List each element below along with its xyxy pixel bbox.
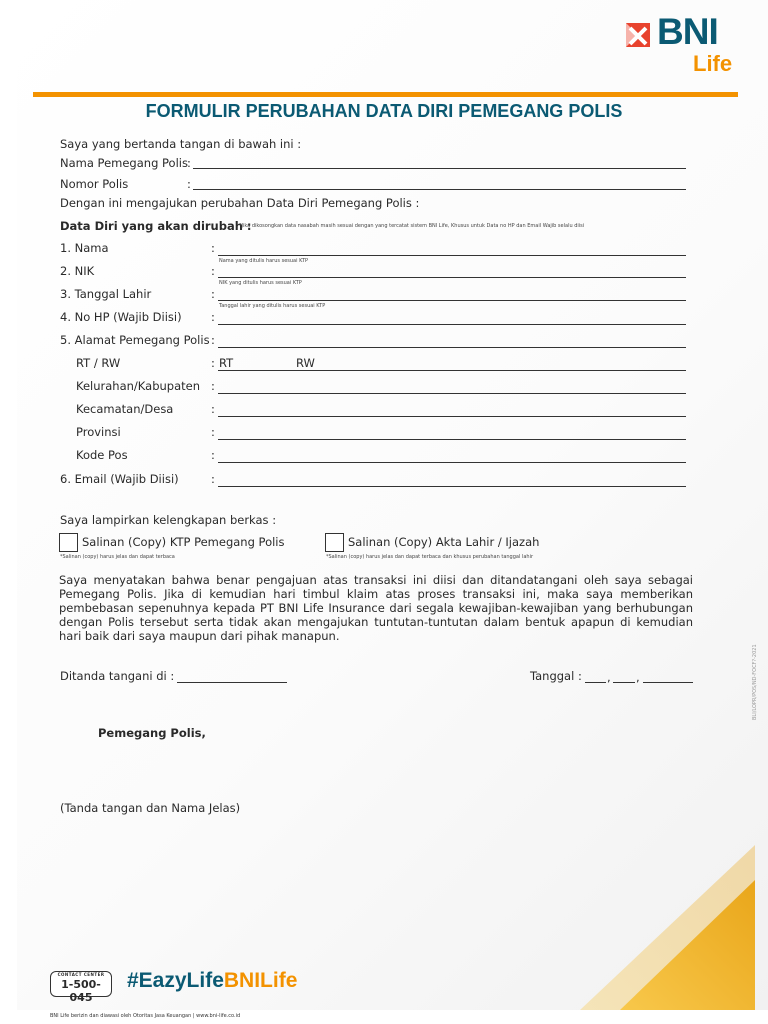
akta-checkbox[interactable] (325, 533, 344, 552)
nomor-polis-input[interactable] (193, 189, 686, 190)
field-nama-input[interactable] (218, 255, 686, 256)
bni-logo-icon (624, 20, 654, 50)
field-kode-pos-input[interactable] (218, 462, 686, 463)
form-title: FORMULIR PERUBAHAN DATA DIRI PEMEGANG POLIS (145, 101, 623, 121)
akta-checkbox-label: Salinan (Copy) Akta Lahir / Ijazah (348, 535, 540, 549)
field-email-input[interactable] (218, 486, 686, 487)
date-year-input[interactable] (643, 682, 693, 683)
hashtag-brand: BNILife (223, 969, 298, 992)
header-divider (33, 92, 738, 97)
declaration-text: Saya menyatakan bahwa benar pengajuan atas transaksi ini diisi dan ditandatangani oleh saya sebagai Pemegang Polis. Jika di kemudian hari timbul klaim atas proses transaksi ini, maka saya memberikan pembebasan sepenuhnya kepada PT BNI Life Insurance dari segala kewajiban-kewajiban yang berhubungan dengan Polis tersebut serta tidak akan mengajukan tuntutan-tuntutan dalam bentuk apapun di kemudian hari baik dari saya maupun dari pihak manapun. (59, 573, 693, 643)
field-nik-input[interactable] (218, 277, 686, 278)
field-tanggal-lahir-hint: Tanggal lahir yang ditulis harus sesuai KTP (219, 303, 326, 309)
field-no-hp-label: 4. No HP (Wajib Diisi) (60, 310, 182, 324)
rw-label: RW (296, 356, 315, 370)
section-heading: Data Diri yang akan dirubah : (60, 219, 252, 233)
field-nik-label: 2. NIK (60, 264, 95, 278)
nama-pemegang-input[interactable] (193, 168, 686, 169)
field-rt-rw-input[interactable] (218, 370, 686, 371)
field-provinsi-input[interactable] (218, 439, 686, 440)
field-email-label: 6. Email (Wajib Diisi) (60, 472, 179, 486)
date-separator: , (636, 670, 640, 684)
signed-at-label: Ditanda tangani di : (60, 669, 175, 683)
contact-center-number: 1-500-045 (61, 978, 101, 1004)
attachments-heading: Saya lampirkan kelengkapan berkas : (60, 513, 277, 527)
logo-bni-text: BNI (657, 11, 718, 52)
field-kecamatan-colon: : (211, 402, 215, 416)
field-alamat-input[interactable] (218, 347, 686, 348)
field-nama-label: 1. Nama (60, 241, 109, 255)
field-rt-rw-colon: : (211, 356, 215, 370)
field-nik-hint: NIK yang ditulis harus sesuai KTP (219, 280, 302, 286)
ktp-checkbox-label: Salinan (Copy) KTP Pemegang Polis (82, 535, 285, 549)
field-nama-colon: : (211, 241, 215, 255)
nomor-polis-colon: : (187, 177, 191, 191)
field-kelurahan-label: Kelurahan/Kabupaten (76, 379, 200, 393)
intro-statement: Saya yang bertanda tangan di bawah ini : (60, 137, 302, 151)
ktp-note: *Salinan (copy) harus jelas dan dapat terbaca (60, 554, 175, 560)
policy-holder-label: Pemegang Polis, (98, 726, 206, 740)
contact-center-badge (50, 971, 112, 1004)
akta-note: *Salinan (copy) harus jelas dan dapat terbaca dan khusus perubahan tanggal lahir (326, 554, 534, 560)
field-kode-pos-colon: : (211, 448, 215, 462)
nama-pemegang-colon: : (187, 156, 191, 170)
field-rt-rw-label: RT / RW (76, 356, 121, 370)
field-tanggal-lahir-colon: : (211, 287, 215, 301)
request-statement: Dengan ini mengajukan perubahan Data Diri Pemegang Polis : (60, 196, 420, 210)
nomor-polis-label: Nomor Polis (60, 177, 129, 191)
hashtag-prefix: #EazyLife (127, 969, 224, 992)
field-kecamatan-input[interactable] (218, 416, 686, 417)
field-nik-colon: : (211, 264, 215, 278)
field-tanggal-lahir-input[interactable] (218, 300, 686, 301)
field-kecamatan-label: Kecamatan/Desa (76, 402, 174, 416)
contact-center-label: CONTACT CENTER (57, 972, 105, 977)
field-alamat-colon: : (211, 333, 215, 347)
version-code: BLI/LOPR/POS/ND-FOCF?-2021 (752, 644, 758, 720)
field-kelurahan-input[interactable] (218, 393, 686, 394)
field-provinsi-label: Provinsi (76, 425, 121, 439)
field-provinsi-colon: : (211, 425, 215, 439)
logo-life-text: Life (693, 51, 733, 76)
legal-footer: BNI Life berizin dan diawasi oleh Otoritas Jasa Keuangan | www.bni-life.co.id (50, 1013, 241, 1019)
signed-at-input[interactable] (177, 682, 287, 683)
field-no-hp-colon: : (211, 310, 215, 324)
field-nama-hint: Nama yang ditulis harus sesuai KTP (219, 258, 309, 264)
corner-decoration (560, 840, 768, 1024)
rt-label: RT (219, 356, 234, 370)
date-day-input[interactable] (585, 682, 606, 683)
date-month-input[interactable] (613, 682, 635, 683)
field-tanggal-lahir-label: 3. Tanggal Lahir (60, 287, 152, 301)
campaign-hashtag (127, 969, 297, 993)
date-separator: , (607, 670, 611, 684)
field-no-hp-input[interactable] (218, 324, 686, 325)
field-alamat-label: 5. Alamat Pemegang Polis (60, 333, 210, 347)
date-label: Tanggal : (530, 669, 582, 683)
section-note: *Jika dikosongkan data nasabah masih sesuai dengan yang tercatat sistem BNI Life, Khusus untuk Data no HP dan Email Wajib selalu diisi (239, 223, 585, 229)
field-email-colon: : (211, 472, 215, 486)
nama-pemegang-label: Nama Pemegang Polis (60, 156, 188, 170)
field-kelurahan-colon: : (211, 379, 215, 393)
ktp-checkbox[interactable] (59, 533, 78, 552)
signature-note: (Tanda tangan dan Nama Jelas) (60, 801, 241, 815)
field-kode-pos-label: Kode Pos (76, 448, 128, 462)
